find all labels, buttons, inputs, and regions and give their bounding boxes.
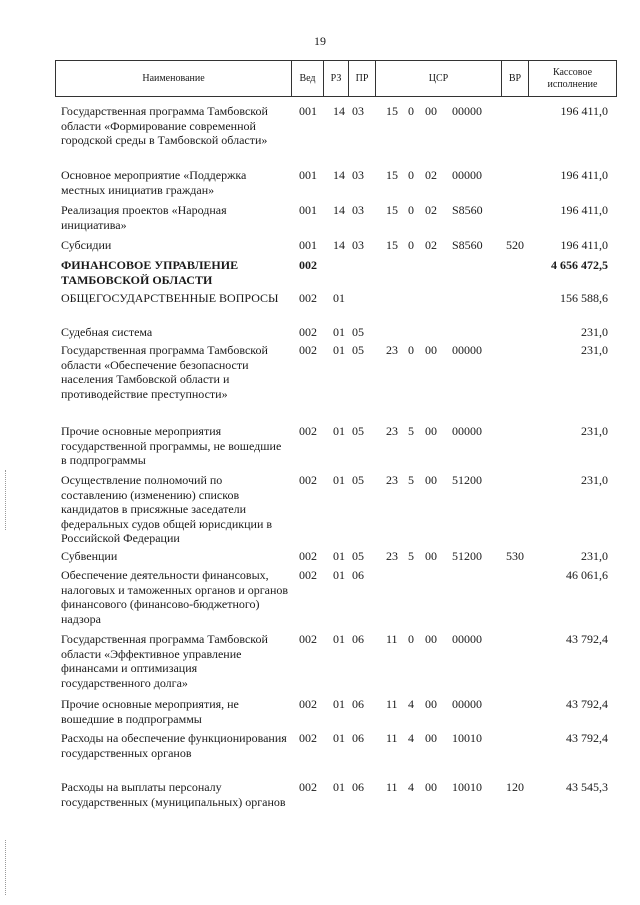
row-csr-4: 00000 [452, 104, 482, 118]
row-csr-1: 23 [386, 473, 398, 487]
scan-margin-mark [5, 840, 8, 895]
row-pr: 06 [352, 568, 364, 582]
row-csr-3: 00 [425, 697, 437, 711]
row-pr: 03 [352, 104, 364, 118]
row-sum: 43 545,3 [566, 780, 608, 794]
row-csr-2: 0 [408, 238, 414, 252]
row-name: Субсидии [61, 238, 112, 252]
row-csr-3: 02 [425, 203, 437, 217]
row-ved: 002 [299, 291, 317, 305]
header-vr: ВР [502, 61, 529, 96]
row-pr: 06 [352, 731, 364, 745]
row-sum: 46 061,6 [566, 568, 608, 582]
table-header [55, 60, 617, 97]
row-ved: 002 [299, 473, 317, 487]
row-sum: 231,0 [581, 343, 608, 357]
row-name: ФИНАНСОВОЕ УПРАВЛЕНИЕ ТАМБОВСКОЙ ОБЛАСТИ [61, 258, 239, 287]
row-ved: 002 [299, 343, 317, 357]
row-csr-1: 15 [386, 168, 398, 182]
row-ved: 001 [299, 203, 317, 217]
row-ved: 002 [299, 325, 317, 339]
row-ved: 002 [299, 568, 317, 582]
row-csr-4: 00000 [452, 343, 482, 357]
row-csr-1: 11 [386, 731, 398, 745]
row-csr-3: 00 [425, 549, 437, 563]
row-csr-3: 00 [425, 780, 437, 794]
row-sum: 231,0 [581, 325, 608, 339]
row-rz: 01 [333, 343, 345, 357]
row-name: Осуществление полномочий по составлению (изменению) списков кандидатов в присяжные заседатели федеральных судов общей юрисдикции в Российской Федерации [61, 473, 273, 545]
row-csr-2: 0 [408, 203, 414, 217]
row-csr-3: 00 [425, 104, 437, 118]
scan-margin-mark [5, 470, 8, 530]
row-name: ОБЩЕГОСУДАРСТВЕННЫЕ ВОПРОСЫ [61, 291, 279, 305]
row-rz: 01 [333, 632, 345, 646]
row-pr: 03 [352, 168, 364, 182]
row-pr: 05 [352, 325, 364, 339]
row-vr: 520 [506, 238, 524, 252]
row-name: Прочие основные мероприятия государственной программы, не вошедшие в подпрограммы [61, 424, 282, 467]
row-csr-1: 11 [386, 697, 398, 711]
row-sum: 4 656 472,5 [551, 258, 608, 272]
row-name: Расходы на выплаты персоналу государственных (муниципальных) органов [61, 780, 286, 809]
row-csr-4: 10010 [452, 731, 482, 745]
row-pr: 05 [352, 424, 364, 438]
row-rz: 01 [333, 325, 345, 339]
row-csr-2: 0 [408, 632, 414, 646]
row-csr-2: 4 [408, 697, 414, 711]
row-csr-4: 51200 [452, 549, 482, 563]
row-sum: 231,0 [581, 473, 608, 487]
row-csr-1: 11 [386, 632, 398, 646]
row-csr-4: 00000 [452, 168, 482, 182]
row-sum: 196 411,0 [560, 203, 608, 217]
header-csr: ЦСР [376, 61, 502, 96]
row-ved: 002 [299, 780, 317, 794]
row-csr-4: 10010 [452, 780, 482, 794]
header-ved: Вед [292, 61, 324, 96]
row-csr-4: 51200 [452, 473, 482, 487]
header-rz: РЗ [324, 61, 349, 96]
row-csr-3: 00 [425, 343, 437, 357]
row-name: Государственная программа Тамбовской области «Эффективное управление финансами и оптимизация государственного долга» [61, 632, 268, 690]
row-pr: 03 [352, 203, 364, 217]
row-csr-1: 23 [386, 549, 398, 563]
row-sum: 196 411,0 [560, 168, 608, 182]
row-sum: 231,0 [581, 549, 608, 563]
row-csr-3: 00 [425, 731, 437, 745]
row-ved: 002 [299, 549, 317, 563]
row-sum: 196 411,0 [560, 104, 608, 118]
row-name: Субвенции [61, 549, 118, 563]
row-name: Обеспечение деятельности финансовых, налоговых и таможенных органов и органов финансового (финансово-бюджетного) надзора [61, 568, 289, 626]
row-sum: 43 792,4 [566, 731, 608, 745]
row-sum: 196 411,0 [560, 238, 608, 252]
row-name: Основное мероприятие «Поддержка местных инициатив граждан» [61, 168, 247, 197]
row-ved: 002 [299, 258, 317, 272]
row-rz: 01 [333, 291, 345, 305]
row-ved: 001 [299, 238, 317, 252]
row-csr-1: 15 [386, 104, 398, 118]
row-pr: 06 [352, 780, 364, 794]
row-csr-4: 00000 [452, 424, 482, 438]
header-sum: Кассовое исполнение [547, 66, 598, 90]
row-rz: 01 [333, 780, 345, 794]
row-pr: 06 [352, 697, 364, 711]
row-csr-3: 02 [425, 238, 437, 252]
row-csr-1: 23 [386, 424, 398, 438]
row-pr: 06 [352, 632, 364, 646]
row-vr: 530 [506, 549, 524, 563]
row-csr-3: 00 [425, 473, 437, 487]
row-csr-1: 15 [386, 238, 398, 252]
row-csr-4: S8560 [452, 203, 483, 217]
row-csr-3: 02 [425, 168, 437, 182]
row-pr: 05 [352, 343, 364, 357]
row-csr-2: 0 [408, 104, 414, 118]
row-ved: 002 [299, 731, 317, 745]
row-name: Судебная система [61, 325, 153, 339]
header-name: Наименование [56, 61, 292, 96]
header-pr: ПР [349, 61, 376, 96]
row-name: Прочие основные мероприятия, не вошедшие в подпрограммы [61, 697, 239, 726]
row-csr-4: 00000 [452, 632, 482, 646]
row-sum: 43 792,4 [566, 697, 608, 711]
row-csr-4: S8560 [452, 238, 483, 252]
row-rz: 01 [333, 568, 345, 582]
row-rz: 14 [333, 104, 345, 118]
row-name: Государственная программа Тамбовской области «Формирование современной городской среды в Тамбовской области» [61, 104, 268, 147]
row-rz: 14 [333, 168, 345, 182]
row-sum: 43 792,4 [566, 632, 608, 646]
row-csr-2: 5 [408, 549, 414, 563]
row-csr-2: 5 [408, 473, 414, 487]
row-csr-3: 00 [425, 632, 437, 646]
row-csr-2: 5 [408, 424, 414, 438]
row-ved: 002 [299, 632, 317, 646]
row-csr-1: 23 [386, 343, 398, 357]
row-pr: 03 [352, 238, 364, 252]
row-csr-1: 11 [386, 780, 398, 794]
row-rz: 01 [333, 731, 345, 745]
row-pr: 05 [352, 473, 364, 487]
row-rz: 01 [333, 697, 345, 711]
row-rz: 01 [333, 424, 345, 438]
row-ved: 002 [299, 697, 317, 711]
row-ved: 001 [299, 168, 317, 182]
row-csr-3: 00 [425, 424, 437, 438]
row-vr: 120 [506, 780, 524, 794]
row-sum: 231,0 [581, 424, 608, 438]
row-rz: 14 [333, 238, 345, 252]
row-csr-2: 4 [408, 731, 414, 745]
row-csr-4: 00000 [452, 697, 482, 711]
row-rz: 01 [333, 549, 345, 563]
row-rz: 14 [333, 203, 345, 217]
row-csr-2: 0 [408, 168, 414, 182]
row-csr-1: 15 [386, 203, 398, 217]
row-name: Расходы на обеспечение функционирования государственных органов [61, 731, 287, 760]
page-number: 19 [314, 34, 326, 48]
row-pr: 05 [352, 549, 364, 563]
row-ved: 002 [299, 424, 317, 438]
row-csr-2: 4 [408, 780, 414, 794]
row-name: Государственная программа Тамбовской области «Обеспечение безопасности населения Тамбовской области и противодействие преступности» [61, 343, 268, 401]
row-ved: 001 [299, 104, 317, 118]
row-rz: 01 [333, 473, 345, 487]
row-sum: 156 588,6 [560, 291, 608, 305]
row-csr-2: 0 [408, 343, 414, 357]
row-name: Реализация проектов «Народная инициатива» [61, 203, 227, 232]
